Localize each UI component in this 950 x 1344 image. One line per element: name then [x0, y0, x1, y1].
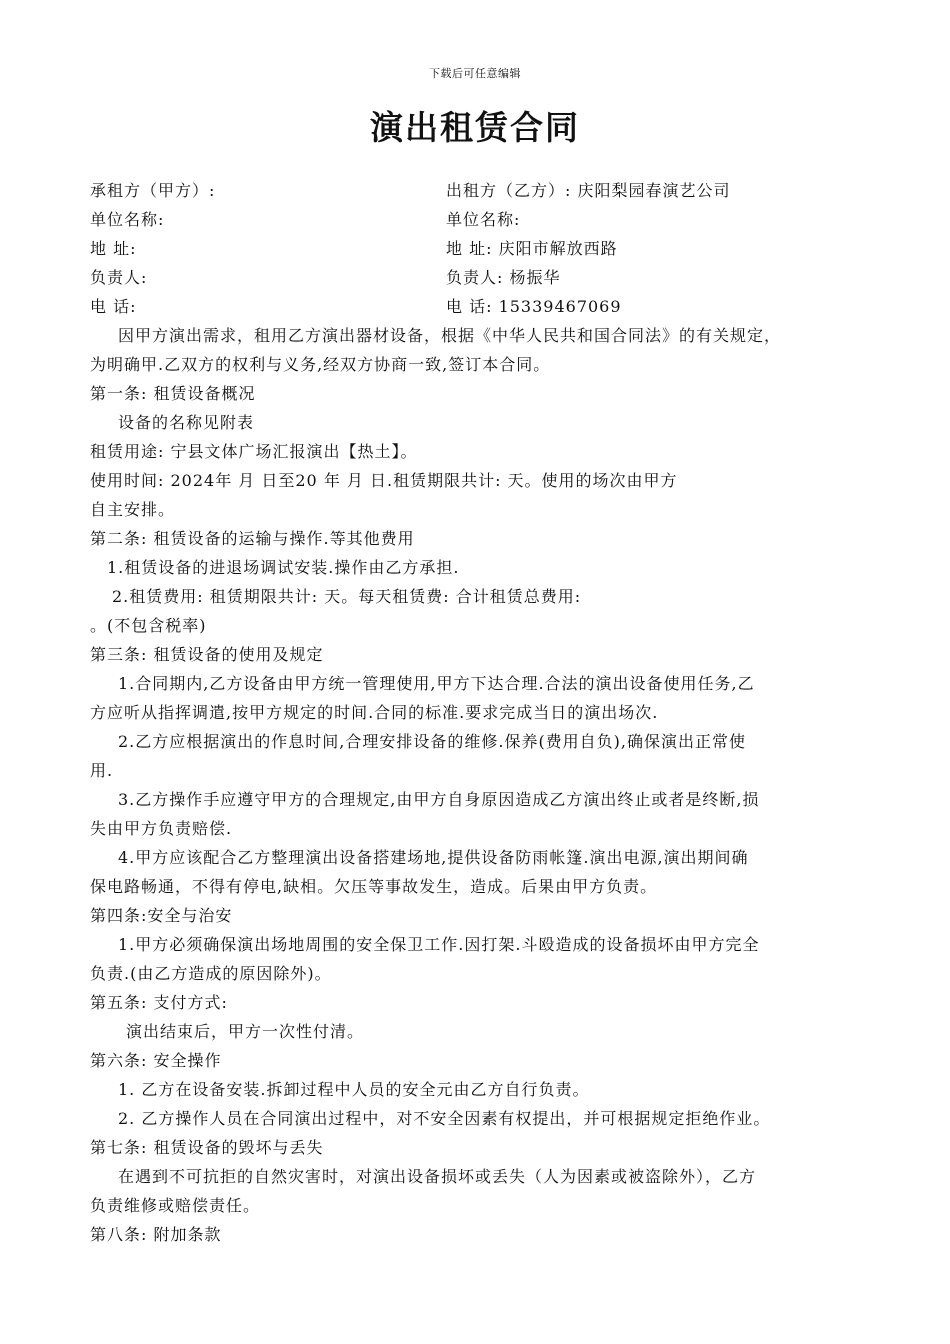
intro-paragraph-line: 因甲方演出需求，租用乙方演出器材设备，根据《中华人民共和国合同法》的有关规定，	[118, 326, 782, 345]
article-1-heading: 第一条: 租赁设备概况	[90, 384, 256, 403]
article-2-heading: 第二条: 租赁设备的运输与操作.等其他费用	[90, 529, 415, 548]
article-1-usage-time: 使用时间: 2024年 月 日至20 年 月 日.租赁期限共计: 天。使用的场次由甲方	[90, 471, 678, 490]
intro-paragraph-line: 为明确甲.乙双方的权利与义务,经双方协商一致,签订本合同。	[90, 355, 551, 374]
article-3-item-1: 1.合同期内,乙方设备由甲方统一管理使用,甲方下达合理.合法的演出设备使用任务,乙	[118, 674, 755, 693]
article-2-item-2-cont: 。(不包含税率)	[90, 616, 207, 635]
lessor-label: 出租方（乙方）: 庆阳梨园春演艺公司	[446, 181, 731, 200]
article-5-payment: 演出结束后，甲方一次性付清。	[126, 1022, 365, 1041]
article-8-heading: 第八条: 附加条款	[90, 1225, 222, 1244]
article-7-text: 在遇到不可抗拒的自然灾害时，对演出设备损坏或丢失（人为因素或被盗除外），乙方	[118, 1167, 757, 1186]
article-1-equipment-note: 设备的名称见附表	[118, 413, 255, 432]
article-3-item-1-cont: 方应听从指挥调遣,按甲方规定的时间.合同的标准.要求完成当日的演出场次.	[90, 703, 659, 722]
article-3-item-3-cont: 失由甲方负责赔偿.	[90, 819, 233, 838]
article-3-item-3: 3.乙方操作手应遵守甲方的合理规定,由甲方自身原因造成乙方演出终止或者是终断,损	[118, 790, 760, 809]
article-3-item-2-cont: 用.	[90, 761, 114, 780]
article-2-item-2: 2.租赁费用: 租赁期限共计: 天。每天租赁费: 合计租赁总费用:	[112, 587, 582, 606]
contract-body	[90, 176, 868, 1249]
lessee-phone: 电 话:	[90, 297, 137, 316]
article-6-heading: 第六条: 安全操作	[90, 1051, 222, 1070]
party-row	[90, 234, 868, 263]
lessor-unit-name: 单位名称:	[446, 210, 521, 229]
article-6-item-2: 2. 乙方操作人员在合同演出过程中，对不安全因素有权提出，并可根据规定拒绝作业。	[118, 1109, 771, 1128]
header-note: 下载后可任意编辑	[429, 67, 521, 80]
article-3-item-4-cont: 保电路畅通，不得有停电,缺相。欠压等事故发生，造成。后果由甲方负责。	[90, 877, 658, 896]
article-2-item-1: 1.租赁设备的进退场调试安装.操作由乙方承担.	[107, 558, 460, 577]
lessee-label: 承租方（甲方）:	[90, 181, 216, 200]
parties-block	[90, 176, 868, 321]
lessor-phone: 电 话: 15339467069	[446, 297, 622, 316]
article-7-text-cont: 负责维修或赔偿责任。	[90, 1196, 261, 1215]
article-1-usage-time-cont: 自主安排。	[90, 500, 176, 519]
article-4-item-1: 1.甲方必须确保演出场地周围的安全保卫工作.因打架.斗殴造成的设备损坏由甲方完全	[118, 935, 760, 954]
article-4-heading: 第四条:安全与治安	[90, 906, 233, 925]
party-row	[90, 176, 868, 205]
lessor-address: 地 址: 庆阳市解放西路	[446, 239, 618, 258]
party-row	[90, 205, 868, 234]
article-7-heading: 第七条: 租赁设备的毁坏与丢失	[90, 1138, 324, 1157]
lessee-contact-person: 负责人:	[90, 268, 148, 287]
article-5-heading: 第五条: 支付方式:	[90, 993, 228, 1012]
party-row	[90, 263, 868, 292]
article-1-purpose: 租赁用途: 宁县文体广场汇报演出【热土】。	[90, 442, 418, 461]
article-3-item-4: 4.甲方应该配合乙方整理演出设备搭建场地,提供设备防雨帐篷.演出电源,演出期间确	[118, 848, 749, 867]
article-3-item-2: 2.乙方应根据演出的作息时间,合理安排设备的维修.保养(费用自负),确保演出正常使	[118, 732, 747, 751]
lessee-address: 地 址:	[90, 239, 137, 258]
party-row	[90, 292, 868, 321]
article-3-heading: 第三条: 租赁设备的使用及规定	[90, 645, 324, 664]
article-6-item-1: 1. 乙方在设备安装.拆卸过程中人员的安全元由乙方自行负责。	[118, 1080, 590, 1099]
lessor-contact-person: 负责人: 杨振华	[446, 268, 561, 287]
document-title: 演出租赁合同	[370, 108, 580, 147]
article-4-item-1-cont: 负责.(由乙方造成的原因除外)。	[90, 964, 332, 983]
lessee-unit-name: 单位名称:	[90, 210, 165, 229]
